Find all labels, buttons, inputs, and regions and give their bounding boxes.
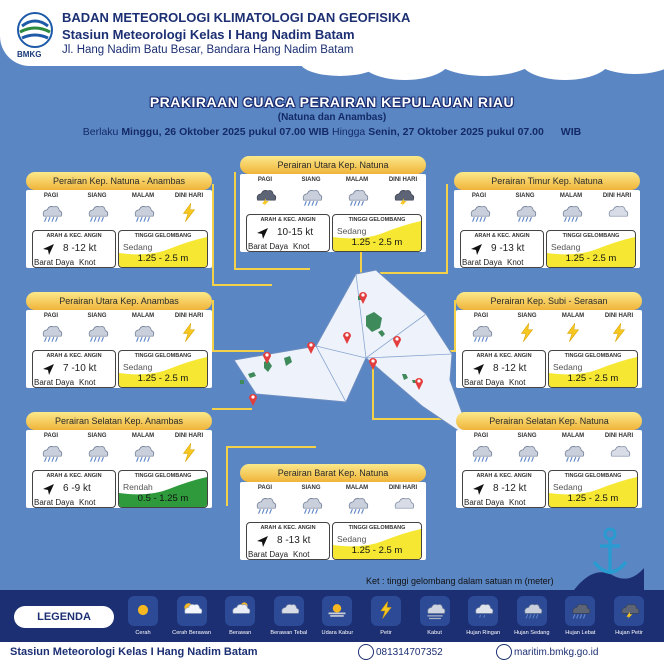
location-pin-icon (414, 376, 424, 390)
period-cell (122, 313, 164, 345)
wind-speed: 7 -10 kt (63, 363, 97, 374)
wind-header: ARAH & KEC. ANGIN (474, 233, 530, 239)
wind-direction: Barat Daya (248, 242, 289, 251)
wind-box (246, 522, 330, 560)
connector-line (212, 184, 214, 284)
period-cell (336, 485, 378, 517)
panel-body (26, 430, 212, 508)
legend-label: Berawan Tebal (270, 630, 308, 636)
period-label: PAGI (43, 433, 59, 439)
wind-header: ARAH & KEC. ANGIN (476, 473, 532, 479)
cerah-icon (128, 596, 158, 626)
anchor-icon (574, 524, 644, 590)
period-label: DINI HARI (604, 313, 634, 319)
period-cell (460, 433, 502, 465)
hujan-sedang-icon (345, 494, 369, 515)
panel-title: Perairan Selatan Kep. Anambas (26, 412, 212, 430)
wind-unit: Knot (507, 258, 524, 267)
period-cell (458, 193, 500, 225)
wind-direction-arrow-icon (255, 535, 269, 549)
period-label: PAGI (43, 313, 59, 319)
wind-header: ARAH & KEC. ANGIN (476, 353, 532, 359)
panel-body (240, 482, 426, 560)
hujan-sedang-icon (513, 202, 537, 223)
wind-unit: Knot (79, 498, 96, 507)
validity-from: Minggu, 26 Oktober 2025 pukul 07.00 (121, 126, 306, 138)
location-pin-icon (358, 290, 368, 304)
wave-category: Sedang (553, 482, 583, 492)
period-label: PAGI (473, 433, 489, 439)
wave-box (548, 350, 638, 388)
wave-header: TINGGI GELOMBANG (134, 353, 192, 359)
legend-item (458, 596, 508, 640)
wind-direction-arrow-icon (255, 227, 269, 241)
wind-direction: Barat Daya (34, 378, 75, 387)
wind-direction: Barat Daya (464, 378, 505, 387)
legend-label: Cerah Berawan (172, 630, 212, 636)
period-cell (76, 433, 118, 465)
wave-header: TINGGI GELOMBANG (564, 473, 622, 479)
wind-speed: 9 -13 kt (491, 243, 525, 254)
legend-label: Berawan (229, 630, 252, 636)
hujan-sedang-icon (85, 322, 109, 343)
wave-header: TINGGI GELOMBANG (562, 233, 620, 239)
period-label: PAGI (43, 193, 59, 199)
hujan-sedang-icon (515, 442, 539, 463)
hujan-sedang-icon (299, 186, 323, 207)
wind-unit: Knot (79, 258, 96, 267)
hujan-sedang-icon (39, 202, 63, 223)
legend-item (312, 596, 362, 640)
berawan-tebal-icon (607, 442, 631, 463)
petir-icon (607, 322, 631, 343)
footer-website: maritim.bmkg.go.id (514, 647, 599, 658)
hujan-sedang-icon (39, 442, 63, 463)
period-label: DINI HARI (602, 193, 632, 199)
period-label: SIANG (87, 433, 107, 439)
petir-icon (561, 322, 585, 343)
hujan-petir-icon (391, 186, 415, 207)
wave-box (118, 350, 208, 388)
location-pin-icon (306, 340, 316, 354)
wind-speed: 8 -12 kt (63, 243, 97, 254)
period-cell (382, 177, 424, 209)
panel-body (456, 310, 642, 388)
period-cell (506, 433, 548, 465)
wave-category: Sedang (553, 362, 583, 372)
legend-label: Hujan Ringan (466, 630, 501, 636)
wave-category: Sedang (123, 362, 153, 372)
wind-box (246, 214, 330, 252)
hujan-sedang-icon (85, 442, 109, 463)
period-label: MALAM (561, 433, 585, 439)
udara-kabur-icon (322, 596, 352, 626)
location-pin-icon (392, 334, 402, 348)
berawan-tebal-icon (274, 596, 304, 626)
hujan-sedang-icon (517, 596, 547, 626)
wave-category: Sedang (337, 226, 367, 236)
hujan-petir-icon (253, 186, 277, 207)
panel-body (240, 174, 426, 252)
period-cell (598, 433, 640, 465)
wave-header: TINGGI GELOMBANG (564, 353, 622, 359)
legend-label: Hujan Sedang (514, 630, 550, 636)
wind-direction: Barat Daya (464, 498, 505, 507)
wave-header: TINGGI GELOMBANG (134, 473, 192, 479)
period-cell (168, 313, 210, 345)
wave-height: 0.5 - 1.25 m (137, 493, 189, 504)
validity-line (0, 126, 664, 138)
period-cell (76, 193, 118, 225)
connector-line (212, 300, 214, 350)
connector-line (226, 446, 228, 506)
phone-icon (358, 644, 374, 660)
period-label: MALAM (561, 313, 585, 319)
legend-item (507, 596, 557, 640)
logo-text: BMKG (17, 50, 42, 59)
panel-title: Perairan Barat Kep. Natuna (240, 464, 426, 482)
legend-label: Petir (380, 630, 392, 636)
panel-title: Perairan Selatan Kep. Natuna (456, 412, 642, 430)
period-cell (168, 433, 210, 465)
legend-label: Hujan Lebat (565, 630, 596, 636)
legend-item (410, 596, 460, 640)
period-label: MALAM (131, 193, 155, 199)
wind-box (462, 470, 546, 508)
hujan-sedang-icon (561, 442, 585, 463)
hujan-sedang-icon (345, 186, 369, 207)
validity-tz2: WIB (560, 126, 582, 138)
wind-direction: Barat Daya (34, 498, 75, 507)
hujan-sedang-icon (131, 202, 155, 223)
period-cell (122, 433, 164, 465)
wind-header: ARAH & KEC. ANGIN (46, 473, 102, 479)
period-label: SIANG (517, 433, 537, 439)
station-address: Jl. Hang Nadim Batu Besar, Bandara Hang Nadim Batam (62, 44, 354, 56)
period-label: DINI HARI (604, 433, 634, 439)
note-text: Ket : tinggi gelombang dalam satuan m (meter) (366, 576, 554, 586)
page-title: PRAKIRAAN CUACA PERAIRAN KEPULAUAN RIAU (149, 94, 515, 110)
wind-direction-arrow-icon (469, 243, 483, 257)
connector-line (446, 184, 448, 272)
period-cell (244, 177, 286, 209)
validity-prefix: Berlaku (82, 126, 119, 138)
period-cell (504, 193, 546, 225)
period-cell (30, 193, 72, 225)
wave-category: Rendah (123, 482, 153, 492)
org-name: BADAN METEOROLOGI KLIMATOLOGI DAN GEOFISIKA (62, 10, 411, 25)
legend-item (361, 596, 411, 640)
period-cell (460, 313, 502, 345)
period-label: MALAM (131, 433, 155, 439)
wind-box (32, 230, 116, 268)
globe-icon (496, 644, 512, 660)
hujan-sedang-icon (131, 442, 155, 463)
wave-category: Sedang (123, 242, 153, 252)
wave-box (332, 522, 422, 560)
period-cell (596, 193, 638, 225)
period-cell (552, 313, 594, 345)
wave-box (546, 230, 636, 268)
berawan-tebal-icon (605, 202, 629, 223)
wind-direction-arrow-icon (471, 363, 485, 377)
period-cell (290, 177, 332, 209)
period-label: MALAM (131, 313, 155, 319)
wave-category: Sedang (337, 534, 367, 544)
page-subtitle: (Natuna dan Anambas) (277, 112, 387, 123)
wind-direction-arrow-icon (41, 363, 55, 377)
location-pin-icon (248, 392, 258, 406)
petir-icon (177, 442, 201, 463)
period-label: MALAM (559, 193, 583, 199)
period-label: SIANG (301, 485, 321, 491)
period-label: DINI HARI (174, 193, 204, 199)
wave-box (118, 230, 208, 268)
petir-icon (177, 322, 201, 343)
panel-title: Perairan Timur Kep. Natuna (454, 172, 640, 190)
period-label: PAGI (471, 193, 487, 199)
period-label: SIANG (517, 313, 537, 319)
panel-title: Perairan Utara Kep. Anambas (26, 292, 212, 310)
wave-box (332, 214, 422, 252)
period-cell (76, 313, 118, 345)
period-cell (30, 313, 72, 345)
wind-header: ARAH & KEC. ANGIN (260, 525, 316, 531)
location-pin-icon (368, 356, 378, 370)
wind-box (460, 230, 544, 268)
wind-speed: 8 -12 kt (493, 363, 527, 374)
period-label: MALAM (345, 485, 369, 491)
wave-height: 1.25 - 2.5 m (351, 237, 403, 248)
period-cell (598, 313, 640, 345)
legend-label: Kabut (427, 630, 442, 636)
wind-box (32, 470, 116, 508)
period-label: SIANG (515, 193, 535, 199)
wave-category: Sedang (551, 242, 581, 252)
wind-unit: Knot (293, 550, 310, 559)
legend-title: LEGENDA (14, 606, 114, 628)
validity-to: Senin, 27 Oktober 2025 pukul 07.00 (368, 126, 544, 138)
period-cell (168, 193, 210, 225)
wind-direction-arrow-icon (41, 243, 55, 257)
legend-item (604, 596, 654, 640)
wave-box (548, 470, 638, 508)
hujan-sedang-icon (131, 322, 155, 343)
validity-tz1: WIB (308, 126, 330, 138)
period-label: PAGI (257, 485, 273, 491)
legend-label: Udara Kabur (321, 630, 354, 636)
period-label: DINI HARI (174, 433, 204, 439)
period-label: DINI HARI (174, 313, 204, 319)
cerah-berawan-icon (177, 596, 207, 626)
location-pin-icon (342, 330, 352, 344)
period-cell (382, 485, 424, 517)
hujan-sedang-icon (299, 494, 323, 515)
petir-icon (371, 596, 401, 626)
legend-label: Hujan Petir (615, 630, 643, 636)
hujan-sedang-icon (559, 202, 583, 223)
wind-direction-arrow-icon (41, 483, 55, 497)
period-cell (336, 177, 378, 209)
panel-body (454, 190, 640, 268)
panel-body (456, 430, 642, 508)
period-cell (552, 433, 594, 465)
wave-height: 1.25 - 2.5 m (567, 373, 619, 384)
footer-phone: 081314707352 (376, 647, 443, 658)
panel-body (26, 310, 212, 388)
period-cell (550, 193, 592, 225)
wind-unit: Knot (509, 498, 526, 507)
panel-title: Perairan Kep. Subi - Serasan (456, 292, 642, 310)
wave-box (118, 470, 208, 508)
panel-body (26, 190, 212, 268)
wave-header: TINGGI GELOMBANG (134, 233, 192, 239)
validity-sep: Hingga (331, 126, 366, 138)
legend-item (264, 596, 314, 640)
wave-height: 1.25 - 2.5 m (137, 373, 189, 384)
wind-header: ARAH & KEC. ANGIN (46, 353, 102, 359)
wave-height: 1.25 - 2.5 m (565, 253, 617, 264)
period-cell (122, 193, 164, 225)
period-label: DINI HARI (388, 177, 418, 183)
hujan-lebat-icon (565, 596, 595, 626)
period-label: PAGI (257, 177, 273, 183)
hujan-sedang-icon (39, 322, 63, 343)
wave-header: TINGGI GELOMBANG (348, 217, 406, 223)
wind-speed: 8 -12 kt (493, 483, 527, 494)
petir-icon (177, 202, 201, 223)
wind-unit: Knot (293, 242, 310, 251)
wind-direction: Barat Daya (248, 550, 289, 559)
period-cell (30, 433, 72, 465)
wind-direction: Barat Daya (462, 258, 503, 267)
hujan-ringan-icon (468, 596, 498, 626)
wind-direction: Barat Daya (34, 258, 75, 267)
panel-title: Perairan Utara Kep. Natuna (240, 156, 426, 174)
hujan-sedang-icon (469, 442, 493, 463)
wave-height: 1.25 - 2.5 m (351, 545, 403, 556)
wave-height: 1.25 - 2.5 m (137, 253, 189, 264)
wind-speed: 8 -13 kt (277, 535, 311, 546)
wave-header: TINGGI GELOMBANG (348, 525, 406, 531)
legend-item (167, 596, 217, 640)
period-label: SIANG (301, 177, 321, 183)
connector-line (234, 172, 236, 268)
hujan-sedang-icon (253, 494, 277, 515)
wave-height: 1.25 - 2.5 m (567, 493, 619, 504)
wind-speed: 6 -9 kt (63, 483, 91, 494)
location-pin-icon (262, 350, 272, 364)
period-cell (506, 313, 548, 345)
kabut-icon (420, 596, 450, 626)
period-label: MALAM (345, 177, 369, 183)
legend-item (118, 596, 168, 640)
hujan-petir-icon (614, 596, 644, 626)
hujan-sedang-icon (467, 202, 491, 223)
petir-icon (515, 322, 539, 343)
period-label: SIANG (87, 313, 107, 319)
wind-unit: Knot (509, 378, 526, 387)
period-label: DINI HARI (388, 485, 418, 491)
wind-box (462, 350, 546, 388)
wind-unit: Knot (79, 378, 96, 387)
period-cell (290, 485, 332, 517)
footer-station: Stasiun Meteorologi Kelas I Hang Nadim Batam (10, 646, 258, 658)
hujan-sedang-icon (85, 202, 109, 223)
panel-title: Perairan Kep. Natuna - Anambas (26, 172, 212, 190)
legend-item (555, 596, 605, 640)
hujan-sedang-icon (469, 322, 493, 343)
wind-direction-arrow-icon (471, 483, 485, 497)
period-label: SIANG (87, 193, 107, 199)
period-cell (244, 485, 286, 517)
wind-box (32, 350, 116, 388)
legend-item (215, 596, 265, 640)
wind-header: ARAH & KEC. ANGIN (46, 233, 102, 239)
station-name: Stasiun Meteorologi Kelas I Hang Nadim Batam (62, 27, 355, 42)
legend-label: Cerah (135, 630, 151, 636)
berawan-icon (225, 596, 255, 626)
berawan-tebal-icon (391, 494, 415, 515)
wind-speed: 10-15 kt (277, 227, 314, 238)
wind-header: ARAH & KEC. ANGIN (260, 217, 316, 223)
period-label: PAGI (473, 313, 489, 319)
